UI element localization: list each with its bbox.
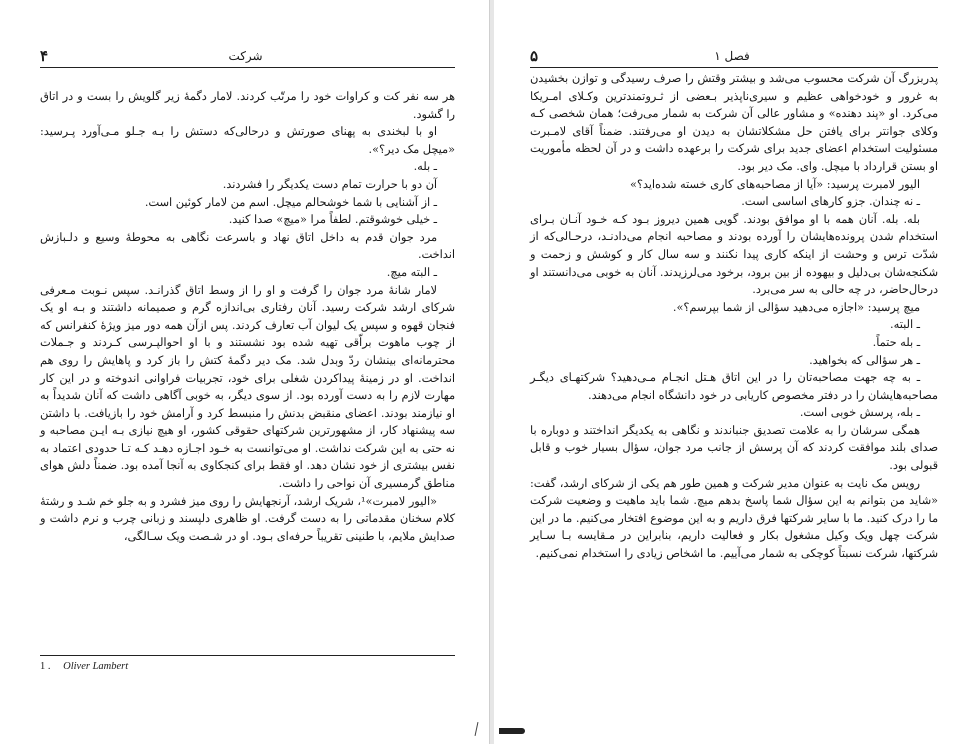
paragraph: هر سه نفر کت و کراوات خود را مرتّب کردند. لامار دگمهٔ زیر گلویش را بست و در اتاق را گشود. xyxy=(40,90,455,121)
paragraph: پدربزرگ آن شرکت محسوب می‌شد و بیشتر وقتش را صرف رسیدگی و توازن بخشیدن به غرور و خودخواهی عظیم و سیری‌ناپذیر بـعضی از ثـروتمندترین وکـلای امـریکا می‌کرد. او «پند دهنده» و مشاور عالی آن شرکت به شمار می‌رفت؛ همان شخصی کـه وکلای جوانتر برای یافتن حل مشکلاتشان به دیدن او می‌رفتند. ضمناً آقای لامـبرت مسئولیت استخدام اعضای جدید برای شرکت را برعهده داشت و در آن لحظه مأموریت او بستن قرارداد با میچل. وای. مک دیر بود. xyxy=(530,72,938,173)
left-page-number: ۴ xyxy=(40,47,49,65)
footnote-text: Oliver Lambert xyxy=(63,661,129,672)
footnote-rule xyxy=(40,655,455,656)
paragraph: ـ نه چندان. جزو کارهای اساسی است. xyxy=(741,195,920,209)
paragraph: رویس مک نایت به عنوان مدیر شرکت و همین طور هم یکی از شرکای ارشد، گفت: «شاید من بتوانم به این سؤال شما پاسخ بدهم میچ. شما باید ماهیت و وضعیت شرکت ما را درک کنید. ما با سایر شرکتها فرق داریم و به این موضوع افتخار می‌کنیم. ما در این شرکت چهل ویک وکیل مشغول بکار و فعالیت داریم، بنابراین در مـقایسه بـا سـایر شرکتها، شرکت نسبتاً کوچکی به شمار می‌آییم. ما اشخاص زیادی را استخدام نمی‌کنیم. xyxy=(530,476,938,561)
paragraph: مرد جوان قدم به داخل اتاق نهاد و باسرعت نگاهی به محوطهٔ وسیع و دلـبازش انداخت. xyxy=(40,230,455,262)
paragraph: ـ خیلی خوشوقتم. لطفاً مرا «میچ» صدا کنید. xyxy=(228,213,437,227)
scan-artifact xyxy=(475,722,479,736)
right-page-number: ۵ xyxy=(530,47,539,65)
left-header-rule xyxy=(40,67,455,68)
paragraph: ـ هر سؤالی که بخواهید. xyxy=(809,353,920,367)
paragraph: میچ پرسید: «اجازه می‌دهید سؤالی از شما بپرسم؟». xyxy=(672,300,920,314)
paragraph: ـ بله، پرسش خوبی است. xyxy=(799,406,920,420)
scan-artifact-mark xyxy=(499,728,525,734)
paragraph: لامار شانهٔ مرد جوان را گرفت و او را از وسط اتاق گذرانـد. سپس نـوبت مـعرفی شرکای ارشد شرکت رسید. آنان رفتاری بی‌اندازه گرم و صمیمانه داشتند و بـه او یک فنجان قهوه و سپس یک لیوان آب تعارف کردند. پس ازآن همه دور میز ویژهٔ کنفرانس که از چوب ماهوت براّقی تهیه شده بود نشستند و با او احوالپـرسی کـردند و جـملات محترمانه‌ای بینشان ردّ وبدل شد. مک دیر دگمهٔ کتش را باز کرد و پاهایش را روی هم انداخت. او در زمینهٔ پیداکردن شغلی برای خود، تجربیات فراوانی اندوخته و در این کار مهارت لازم را به دست آورده بود. از سوی دیگر، به خوبی آگاهی داشت که آنان شدیداً به او نیازمند بودند. اعضای منقبض بدنش را منبسط کرد و آرامش خود را بازیافت. با داشتن سه پیشنهاد کار، از مشهورترین شرکتهای حقوقی کشور، او هیچ نیازی بـه ایـن مصاحبه و نه حتی به این شرکت نداشت. او می‌توانست به خـود اجـازه دهـد کـه تـا حدودی اعتماد به نفس بیشتری از خود نشان دهد. او فقط برای کنجکاوی به آنجا آمده بود. ضمناً دلش هوای مناطق گرمسیری آن نواحی را داشت. xyxy=(40,283,455,491)
paragraph: ـ البته میچ. xyxy=(386,265,437,279)
right-header-rule xyxy=(530,67,938,68)
right-page-body xyxy=(530,70,938,563)
left-page-body xyxy=(40,88,455,545)
paragraph: او با لبخندی به پهنای صورتش و درحالی‌که دستش را بـه جـلو مـی‌آورد پـرسید: «میچل مک دیر؟». xyxy=(40,125,455,156)
paragraph: ـ از آشنایی با شما خوشحالم میچل. اسم من لامار کوئین است. xyxy=(144,195,437,209)
footnote xyxy=(40,661,455,672)
paragraph: ـ بله حتماً. xyxy=(872,335,920,349)
left-page-header xyxy=(40,46,455,66)
right-running-title: فصل ۱ xyxy=(714,49,750,63)
paragraph: «الیور لامبرت»¹، شریک ارشد، آرنجهایش را روی میز فشرد و به جلو خم شـد و رشتهٔ کلام سخنان مقدماتی را به دست گرفت. او ظاهری دلپسند و زبانی چرب و نرم داشت و صدایش ملایم، با طنینی تقریباً حرفه‌ای بـود. او در شـصت ویک سـالگی، xyxy=(40,494,455,543)
right-page-header xyxy=(530,46,938,66)
paragraph: همگی سرشان را به علامت تصدیق جنباندند و نگاهی به یکدیگر انداختند و دوباره با صدای بلند موافقت کردند که آن پرسش از جانب مرد جوان، سؤال بسیار خوب و قابل قبولی بود. xyxy=(530,423,938,473)
footnote-number: 1 . xyxy=(40,661,51,672)
paragraph: آن دو با حرارت تمام دست یکدیگر را فشردند. xyxy=(222,177,437,191)
paragraph: ـ البته. xyxy=(890,318,920,332)
paragraph: بله. بله. آنان همه با او موافق بودند. گویی همین دیروز بـود کـه خـود آنـان بـرای استخدام شدن پرونده‌هایشان را آورده بودند و مصاحبه انجام می‌دادنـد، درحـالی‌که از شدّت ترس و وحشت از اینکه کاری پیدا نکنند و سه سال کار و کوشش و زحمت و شکنجه‌شان بی‌دلیل و بیهوده از بین برود، برخود می‌لرزیدند. آنان به خوبی می‌دانستند او درحال‌حاضر، در چه حالی به سر می‌برد. xyxy=(530,212,938,297)
paragraph: ـ بله. xyxy=(413,160,437,174)
paragraph: الیور لامبرت پرسید: «آیا از مصاحبه‌های کاری خسته شده‌اید؟» xyxy=(629,177,920,191)
left-running-title: شرکت xyxy=(228,49,263,63)
right-page xyxy=(494,0,976,744)
paragraph: ـ به چه جهت مصاحبه‌تان را در این اتاق هـتل انجـام مـی‌دهید؟ شرکتهـای دیگـر مصاحبه‌هایشان را در دفتر مخصوص کاریابی در خود دانشگاه انجام می‌دهند. xyxy=(530,371,938,402)
